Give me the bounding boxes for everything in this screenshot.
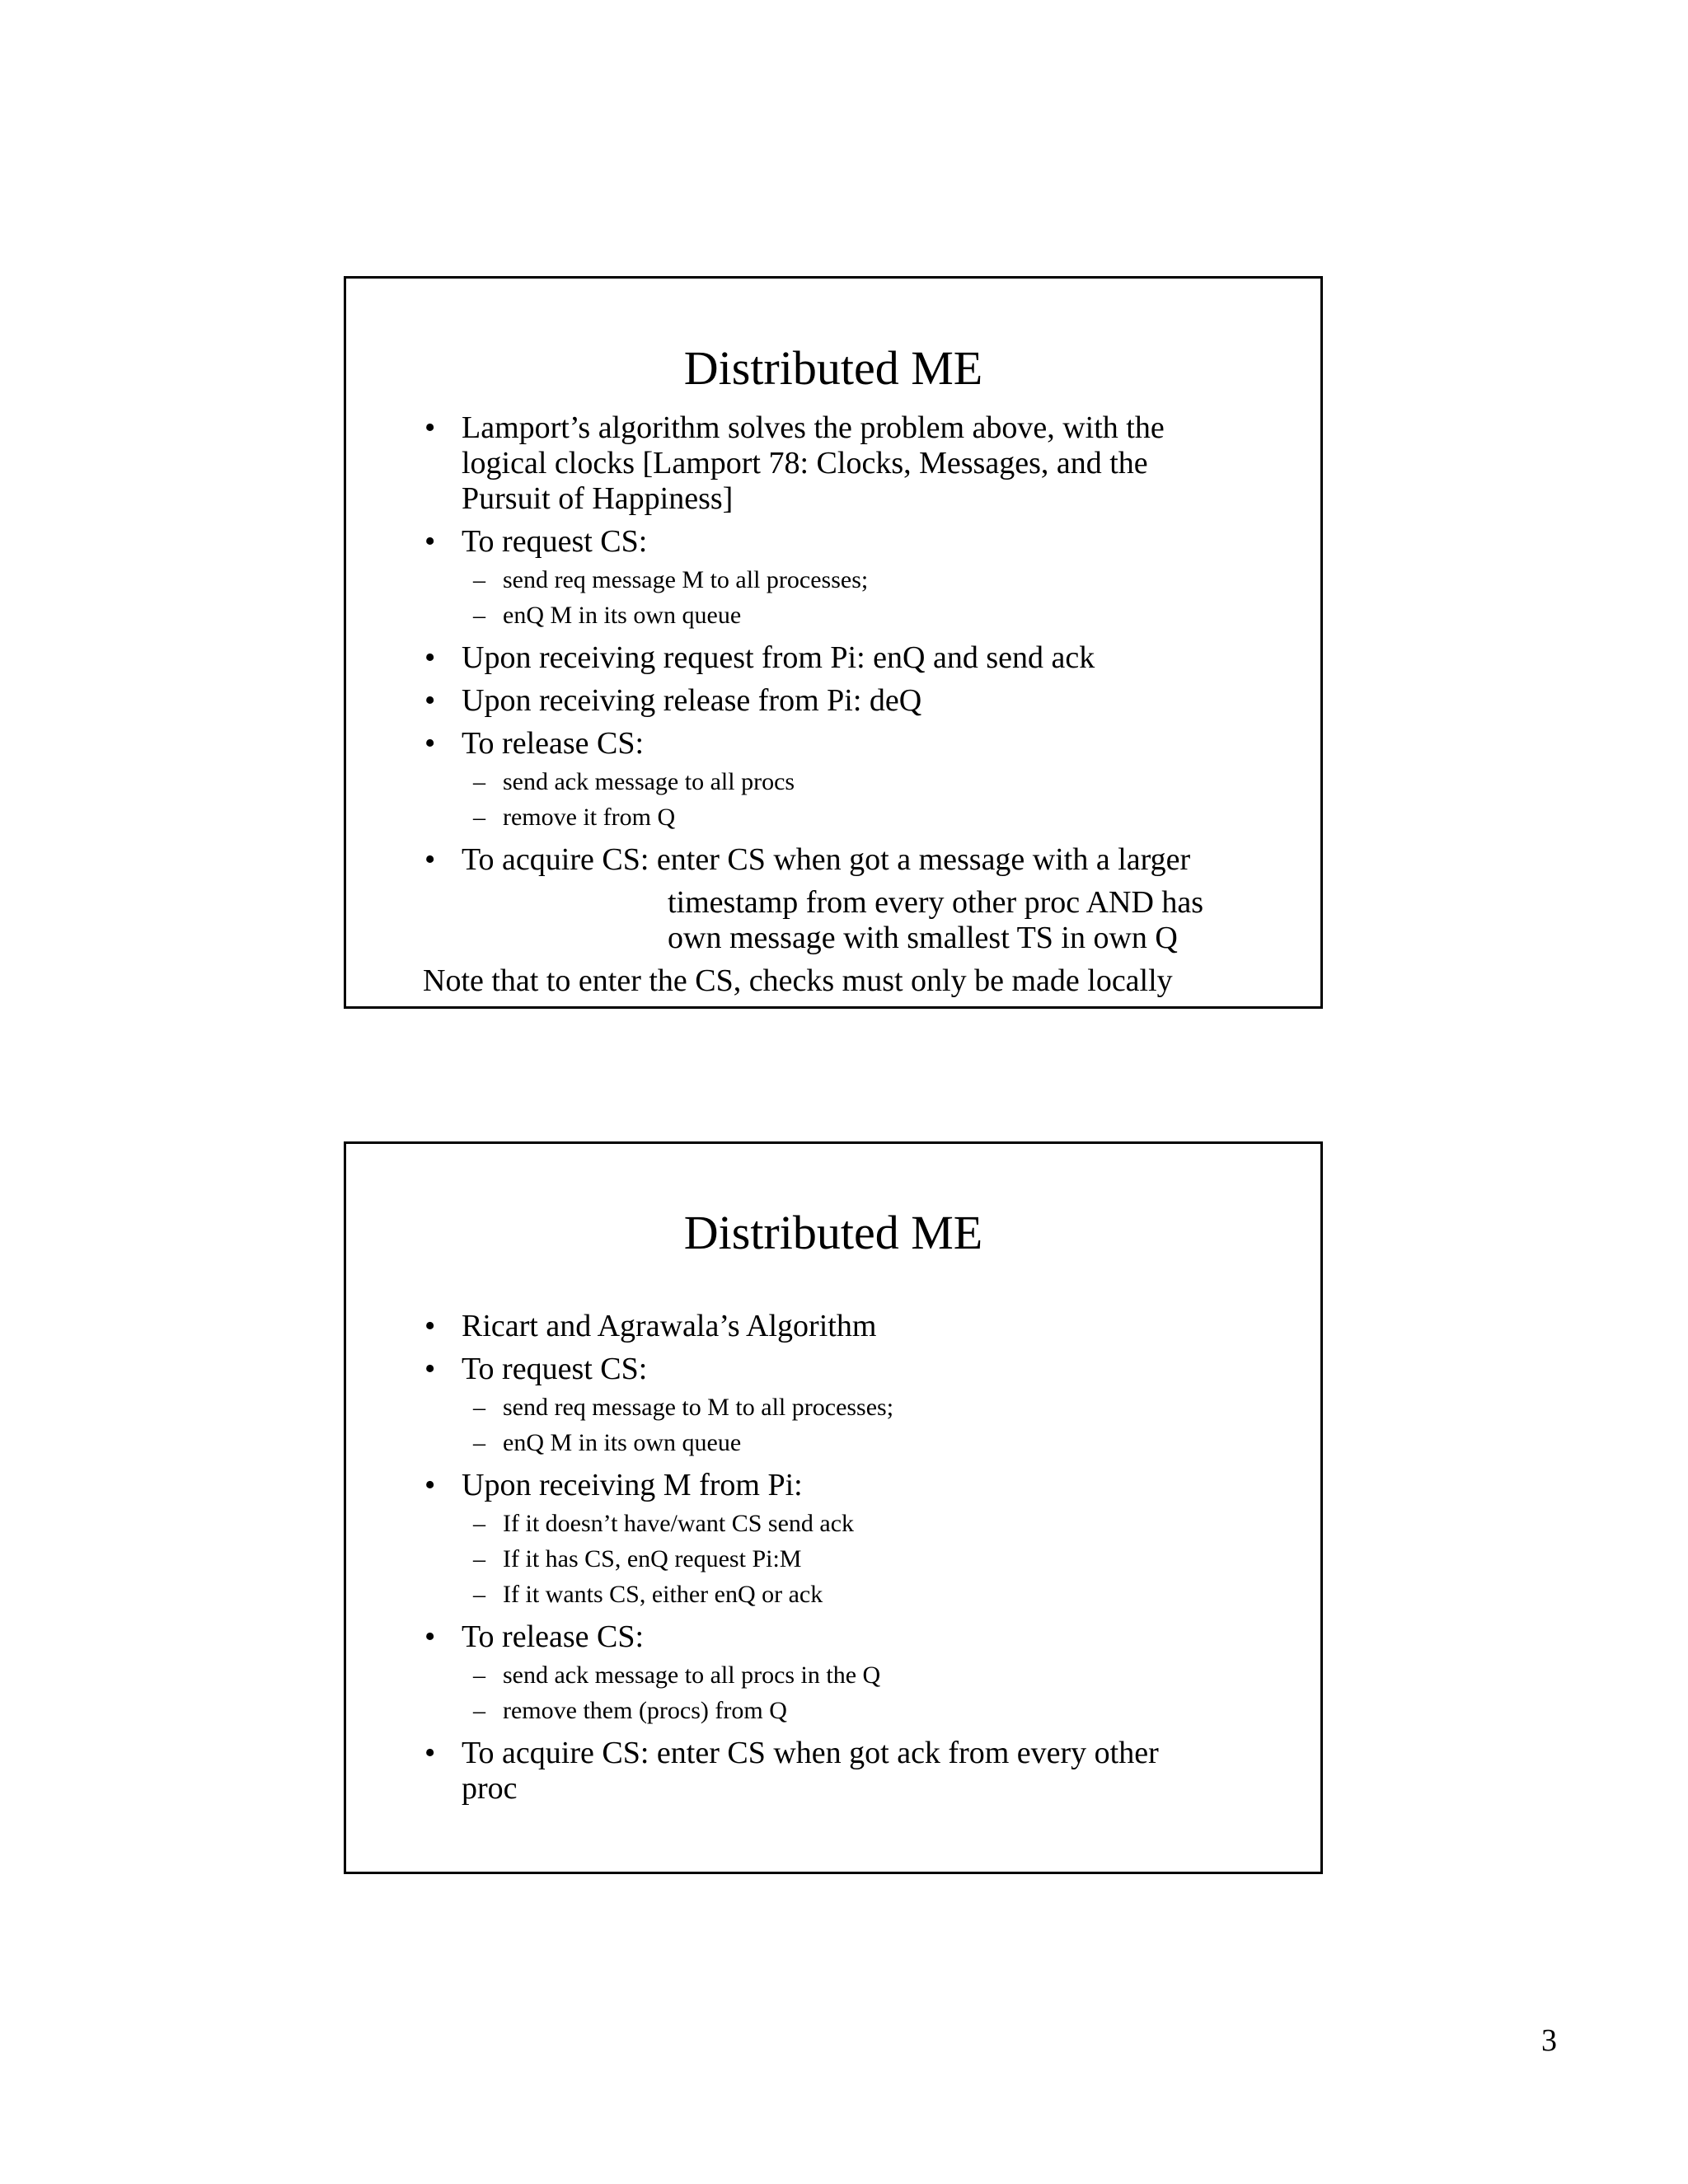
slide-title: Distributed ME — [683, 341, 983, 395]
dash-marker: – — [473, 804, 485, 831]
sub-bullet-item — [462, 1541, 1296, 1577]
bullet-marker: • — [424, 726, 436, 761]
sub-bullet-text: enQ M in its own queue — [503, 1429, 742, 1456]
bullet-text-line: To request CS: — [462, 1352, 648, 1386]
bullet-item — [423, 1352, 1296, 1460]
bullet-text-line: To release CS: — [462, 726, 645, 761]
bullet-marker: • — [424, 683, 436, 718]
sub-bullet-item — [462, 1577, 1296, 1612]
bullet-text-line: Pursuit of Happiness] — [462, 481, 734, 516]
dash-marker: – — [473, 566, 485, 593]
sub-bullet-text: remove them (procs) from Q — [503, 1697, 787, 1724]
sub-bullet-text: remove it from Q — [503, 804, 676, 831]
bullet-marker: • — [424, 1309, 436, 1343]
bullet-text-line: To release CS: — [462, 1619, 645, 1654]
dash-marker: – — [473, 768, 485, 795]
sub-bullet-text: If it wants CS, either enQ or ack — [503, 1581, 823, 1608]
slide-1 — [344, 276, 1323, 1009]
bullet-item — [423, 726, 1296, 835]
dash-marker: – — [473, 1510, 485, 1537]
slide-title: Distributed ME — [683, 1206, 983, 1259]
dash-marker: – — [473, 1697, 485, 1724]
bullet-item — [423, 1736, 1296, 1807]
sub-bullet-list — [462, 1506, 1296, 1612]
sub-bullet-item — [462, 1693, 1296, 1728]
bullet-continuation-line: own message with smallest TS in own Q — [668, 921, 1178, 955]
bullet-item — [423, 1619, 1296, 1728]
bullet-text-line: Lamport’s algorithm solves the problem above, with the — [462, 410, 1165, 445]
sub-bullet-text: send ack message to all procs in the Q — [503, 1661, 881, 1689]
bullet-text-line: logical clocks [Lamport 78: Clocks, Messages, and the — [462, 446, 1148, 480]
bullet-item — [423, 640, 1296, 676]
slide-note: Note that to enter the CS, checks must only be made locally — [423, 963, 1173, 998]
dash-marker: – — [473, 1581, 485, 1608]
dash-marker: – — [473, 1394, 485, 1421]
slide-2 — [344, 1141, 1323, 1874]
sub-bullet-text: send req message M to all processes; — [503, 566, 869, 593]
bullet-marker: • — [424, 524, 436, 559]
sub-bullet-text: send ack message to all procs — [503, 768, 795, 795]
page-number: 3 — [1541, 2023, 1557, 2058]
bullet-marker: • — [424, 1468, 436, 1502]
bullet-item — [423, 683, 1296, 719]
bullet-item — [423, 410, 1296, 517]
sub-bullet-list — [462, 1657, 1296, 1728]
bullet-text-line: To acquire CS: enter CS when got ack from every other — [462, 1736, 1159, 1770]
bullet-text-line: Upon receiving request from Pi: enQ and send ack — [462, 640, 1095, 675]
dash-marker: – — [473, 1661, 485, 1689]
bullet-list — [423, 1309, 1296, 1807]
bullet-marker: • — [424, 1352, 436, 1386]
slide-body — [423, 1309, 1296, 1814]
bullet-marker: • — [424, 1736, 436, 1770]
bullet-item — [423, 1468, 1296, 1612]
sub-bullet-item — [462, 799, 1296, 835]
bullet-text-line: Upon receiving release from Pi: deQ — [462, 683, 922, 718]
sub-bullet-list — [462, 562, 1296, 633]
bullet-text-line: To request CS: — [462, 524, 648, 559]
sub-bullet-list — [462, 764, 1296, 835]
sub-bullet-text: send req message to M to all processes; — [503, 1394, 894, 1421]
sub-bullet-text: If it has CS, enQ request Pi:M — [503, 1545, 802, 1572]
bullet-text-line: proc — [462, 1771, 518, 1806]
dash-marker: – — [473, 1429, 485, 1456]
sub-bullet-item — [462, 764, 1296, 799]
sub-bullet-item — [462, 1506, 1296, 1541]
bullet-marker: • — [424, 410, 436, 445]
bullet-text-line: Ricart and Agrawala’s Algorithm — [462, 1309, 877, 1343]
sub-bullet-text: If it doesn’t have/want CS send ack — [503, 1510, 855, 1537]
sub-bullet-list — [462, 1390, 1296, 1460]
sub-bullet-text: enQ M in its own queue — [503, 602, 742, 629]
sub-bullet-item — [462, 1657, 1296, 1693]
dash-marker: – — [473, 1545, 485, 1572]
bullet-marker: • — [424, 640, 436, 675]
bullet-marker: • — [424, 1619, 436, 1654]
bullet-continuation-line: timestamp from every other proc AND has — [668, 885, 1204, 920]
sub-bullet-item — [462, 1425, 1296, 1460]
bullet-text-line: Upon receiving M from Pi: — [462, 1468, 803, 1502]
dash-marker: – — [473, 602, 485, 629]
bullet-item — [423, 1309, 1296, 1344]
sub-bullet-item — [462, 598, 1296, 633]
bullet-list — [423, 410, 1296, 956]
bullet-item — [423, 842, 1296, 956]
slide-body — [423, 410, 1296, 999]
bullet-marker: • — [424, 842, 436, 877]
bullet-text-line: To acquire CS: enter CS when got a message with a larger — [462, 842, 1191, 877]
sub-bullet-item — [462, 562, 1296, 598]
bullet-item — [423, 524, 1296, 633]
sub-bullet-item — [462, 1390, 1296, 1425]
